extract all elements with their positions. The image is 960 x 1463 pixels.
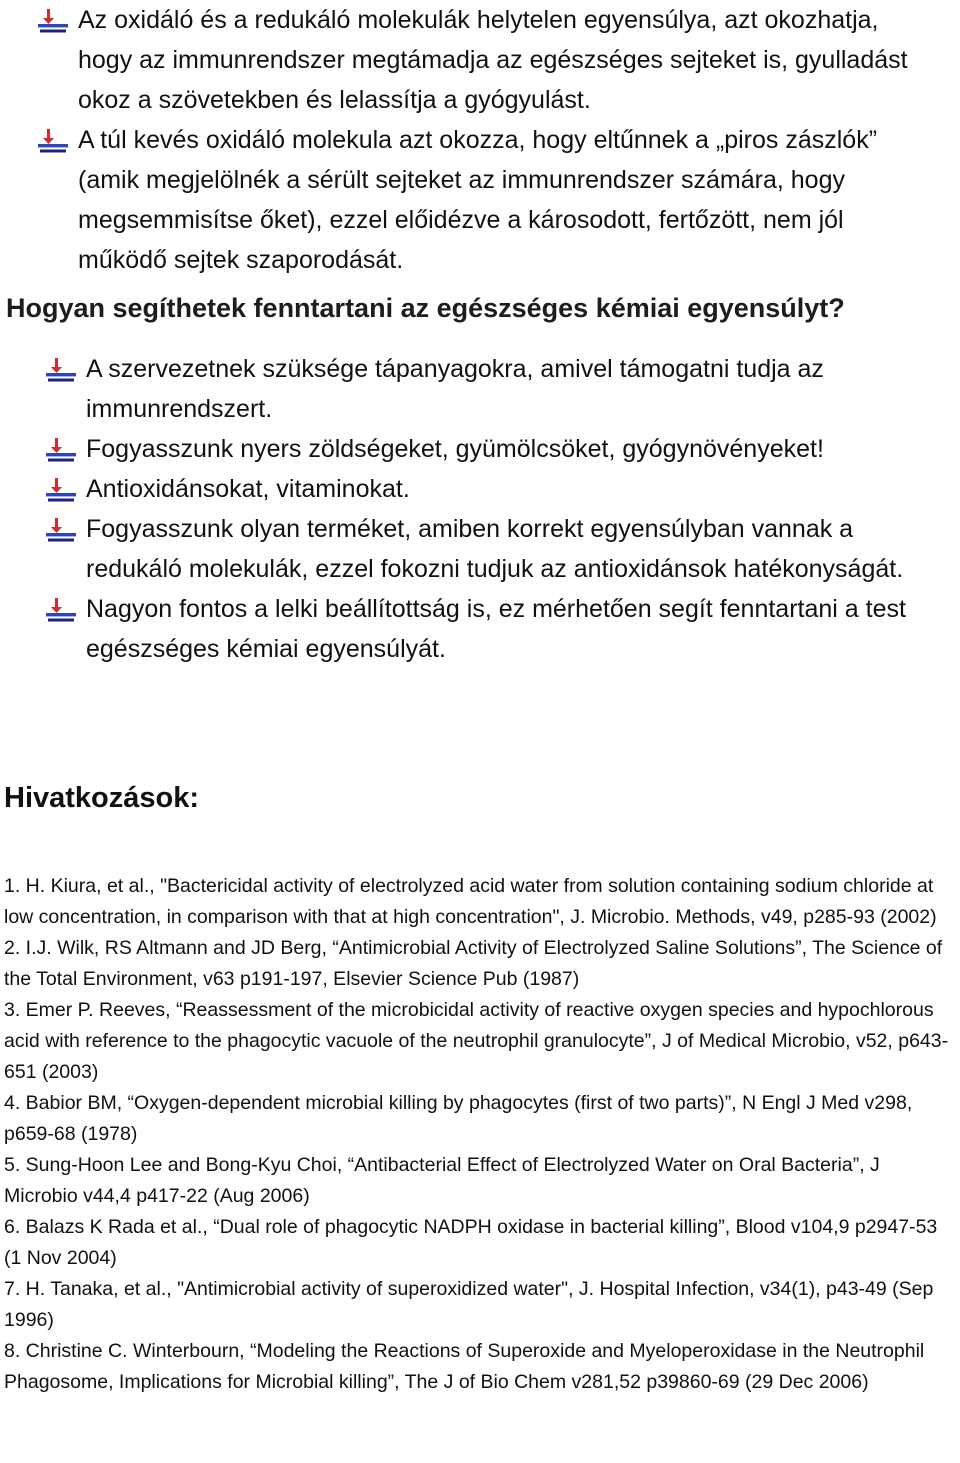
arrow-bullet-icon [46, 438, 76, 462]
question-heading: Hogyan segíthetek fenntartani az egészséges kémiai egyensúlyt? [6, 293, 845, 323]
bullet-item [0, 589, 960, 669]
references-list [4, 871, 956, 1398]
arrow-bullet-icon [38, 129, 68, 153]
reference-item: 5. Sung-Hoon Lee and Bong-Kyu Choi, “Antibacterial Effect of Electrolyzed Water on Oral Bacteria”, J Microbio v44,4 p417-22 (Aug 2006) [4, 1154, 880, 1207]
reference-item: 2. I.J. Wilk, RS Altmann and JD Berg, “Antimicrobial Activity of Electrolyzed Saline Solutions”, The Science of the Total Environment, v63 p191-197, Elsevier Science Pub (1987) [4, 937, 943, 990]
reference-item: 3. Emer P. Reeves, “Reassessment of the microbicidal activity of reactive oxygen species and hypochlorous acid with reference to the phagocytic vacuole of the neutrophil granulocyte”, J of Medical Microbio, v52, p643-651 (2003) [4, 999, 949, 1083]
reference-item: 1. H. Kiura, et al., "Bactericidal activity of electrolyzed acid water from solution containing sodium chloride at low concentration, in comparison with that at high concentration", J. Microbio. Methods, v49, p285-93 (2002) [4, 875, 937, 928]
reference-item: 6. Balazs K Rada et al., “Dual role of phagocytic NADPH oxidase in bacterial killing”, Blood v104,9 p2947-53 (1 Nov 2004) [4, 1216, 938, 1269]
reference-item: 4. Babior BM, “Oxygen-dependent microbial killing by phagocytes (first of two parts)”, N Engl J Med v298, p659-68 (1978) [4, 1092, 913, 1145]
bullet-text: Nagyon fontos a lelki beállítottság is, ez mérhetően segít fenntartani a test egészséges kémiai egyensúlyát. [86, 595, 906, 663]
bullet-text: Antioxidánsokat, vitaminokat. [86, 475, 410, 503]
bullet-item [0, 469, 960, 509]
bullet-text: Fogyasszunk nyers zöldségeket, gyümölcsöket, gyógynövényeket! [86, 435, 824, 463]
arrow-bullet-icon [46, 518, 76, 542]
bullet-text: Fogyasszunk olyan terméket, amiben korrekt egyensúlyban vannak a redukáló molekulák, ezzel fokozni tudjuk az antioxidánsok hatékonyságát. [86, 515, 904, 583]
bullet-text: Az oxidáló és a redukáló molekulák helytelen egyensúlya, azt okozhatja, hogy az immunrendszer megtámadja az egészséges sejteket is, gyulladást okoz a szövetekben és lelassítja a gyógyulást. [78, 6, 908, 114]
bullet-list-advice [0, 349, 960, 669]
bullet-item [0, 0, 960, 120]
arrow-bullet-icon [46, 598, 76, 622]
bullet-item [0, 429, 960, 469]
bullet-text: A túl kevés oxidáló molekula azt okozza, hogy eltűnnek a „piros zászlók” (amik megjelölnék a sérült sejteket az immunrendszer számára, hogy megsemmisítse őket), ezzel előidézve a károsodott, fertőzött, nem jól működő sejtek szaporodását. [78, 126, 878, 274]
bullet-item [0, 509, 960, 589]
bullet-item [0, 120, 960, 280]
reference-item: 7. H. Tanaka, et al., "Antimicrobial activity of superoxidized water", J. Hospital Infection, v34(1), p43-49 (Sep 1996) [4, 1278, 934, 1331]
arrow-bullet-icon [46, 478, 76, 502]
arrow-bullet-icon [46, 358, 76, 382]
bullet-list-imbalance [0, 0, 960, 280]
bullet-item [0, 349, 960, 429]
reference-item: 8. Christine C. Winterbourn, “Modeling the Reactions of Superoxide and Myeloperoxidase in the Neutrophil Phagosome, Implications for Microbial killing”, The J of Bio Chem v281,52 p39860-69 (29 Dec 2006) [4, 1340, 925, 1393]
references-heading: Hivatkozások: [4, 782, 200, 814]
bullet-text: A szervezetnek szüksége tápanyagokra, amivel támogatni tudja az immunrendszert. [86, 355, 824, 423]
arrow-bullet-icon [38, 9, 68, 33]
